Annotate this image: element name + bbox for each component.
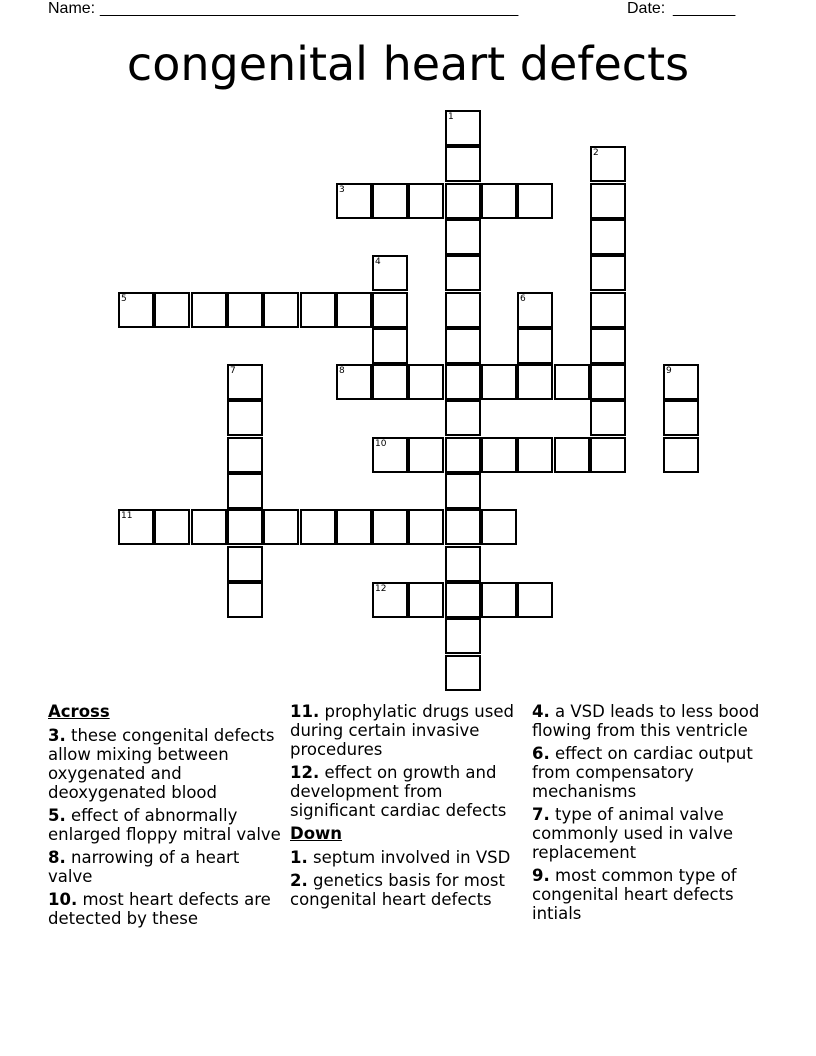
clue-number: 6. [532,744,550,763]
clues-column-2 [290,702,526,913]
grid-cell[interactable] [445,655,481,691]
grid-cell[interactable] [408,364,444,400]
clue-across-8 [48,848,284,886]
date-label: Date: [627,0,666,17]
grid-cell[interactable] [590,183,626,219]
grid-cell[interactable] [372,292,408,328]
clue-number: 3. [48,726,66,745]
grid-cell[interactable] [118,292,154,328]
grid-cell[interactable] [300,509,336,545]
grid-cell[interactable] [517,328,553,364]
clue-down-9 [532,866,768,923]
clue-down-2 [290,871,526,909]
clue-text: effect on growth and development from significant cardiac defects [290,763,507,820]
grid-cell[interactable] [590,219,626,255]
grid-cell[interactable] [554,364,590,400]
across-heading: Across [48,702,110,721]
grid-cell[interactable] [663,400,699,436]
grid-cell[interactable] [445,292,481,328]
clue-text: most common type of congenital heart defects intials [532,866,737,923]
grid-cell[interactable] [154,292,190,328]
grid-cell[interactable] [445,110,481,146]
clue-number: 7. [532,805,550,824]
grid-cell[interactable] [227,546,263,582]
clue-number: 4. [532,702,550,721]
grid-cell[interactable] [336,183,372,219]
cell-number: 3 [339,185,345,195]
cell-number: 12 [375,584,387,594]
grid-cell[interactable] [445,255,481,291]
clue-number: 11. [290,702,320,721]
grid-cell[interactable] [445,582,481,618]
grid-cell[interactable] [227,437,263,473]
grid-cell[interactable] [372,437,408,473]
grid-cell[interactable] [154,509,190,545]
clue-down-1 [290,848,526,867]
clue-text: septum involved in VSD [313,848,511,867]
clue-text: narrowing of a heart valve [48,848,240,886]
cell-number: 5 [121,294,127,304]
grid-cell[interactable] [554,437,590,473]
clue-text: a VSD leads to less bood flowing from this ventricle [532,702,760,740]
clue-number: 10. [48,890,78,909]
grid-cell[interactable] [445,364,481,400]
grid-cell[interactable] [227,582,263,618]
clue-text: genetics basis for most congenital heart defects [290,871,505,909]
clue-across-10 [48,890,284,928]
cell-number: 11 [121,511,133,521]
grid-cell[interactable] [445,473,481,509]
grid-cell[interactable] [118,509,154,545]
clue-text: these congenital defects allow mixing between oxygenated and deoxygenated blood [48,726,275,802]
clues-column-1 [48,702,284,932]
grid-cell[interactable] [191,509,227,545]
clue-text: prophylatic drugs used during certain invasive procedures [290,702,514,759]
grid-cell[interactable] [445,509,481,545]
clue-number: 12. [290,763,320,782]
grid-cell[interactable] [227,473,263,509]
grid-cell[interactable] [445,546,481,582]
grid-cell[interactable] [300,292,336,328]
grid-cell[interactable] [517,582,553,618]
grid-cell[interactable] [590,292,626,328]
grid-cell[interactable] [372,364,408,400]
clue-text: type of animal valve commonly used in valve replacement [532,805,734,862]
clue-text: effect on cardiac output from compensatory mechanisms [532,744,753,801]
grid-cell[interactable] [590,328,626,364]
grid-cell[interactable] [481,364,517,400]
grid-cell[interactable] [590,437,626,473]
clue-down-4 [532,702,768,740]
grid-cell[interactable] [227,364,263,400]
grid-cell[interactable] [372,183,408,219]
cell-number: 4 [375,257,381,267]
grid-cell[interactable] [517,437,553,473]
grid-cell[interactable] [590,364,626,400]
grid-cell[interactable] [481,183,517,219]
cell-number: 10 [375,439,387,449]
clue-text: most heart defects are detected by these [48,890,271,928]
name-label: Name: [48,0,96,17]
grid-cell[interactable] [227,509,263,545]
grid-cell[interactable] [336,364,372,400]
grid-cell[interactable] [445,437,481,473]
grid-cell[interactable] [481,509,517,545]
grid-cell[interactable] [445,400,481,436]
grid-cell[interactable] [445,618,481,654]
name-line[interactable]: _______________________________________________ [100,0,519,17]
grid-cell[interactable] [590,400,626,436]
clue-number: 9. [532,866,550,885]
grid-cell[interactable] [263,292,299,328]
grid-cell[interactable] [227,292,263,328]
grid-cell[interactable] [372,509,408,545]
grid-cell[interactable] [336,509,372,545]
grid-cell[interactable] [336,292,372,328]
grid-cell[interactable] [517,364,553,400]
clue-across-11 [290,702,526,759]
grid-cell[interactable] [517,183,553,219]
grid-cell[interactable] [663,364,699,400]
cell-number: 7 [230,366,236,376]
clue-across-3 [48,726,284,802]
cell-number: 9 [666,366,672,376]
clue-number: 2. [290,871,308,890]
clue-number: 5. [48,806,66,825]
cell-number: 2 [593,148,599,158]
clue-number: 8. [48,848,66,867]
grid-cell[interactable] [408,582,444,618]
grid-cell[interactable] [481,437,517,473]
grid-cell[interactable] [445,219,481,255]
cell-number: 6 [520,294,526,304]
down-heading: Down [290,824,343,843]
grid-cell[interactable] [191,292,227,328]
grid-cell[interactable] [445,328,481,364]
grid-cell[interactable] [517,292,553,328]
grid-cell[interactable] [372,255,408,291]
grid-cell[interactable] [445,146,481,182]
clue-number: 1. [290,848,308,867]
cell-number: 8 [339,366,345,376]
clue-down-6 [532,744,768,801]
grid-cell[interactable] [227,400,263,436]
grid-cell[interactable] [408,509,444,545]
clues-column-3 [532,702,768,927]
grid-cell[interactable] [445,183,481,219]
grid-cell[interactable] [590,255,626,291]
grid-cell[interactable] [481,582,517,618]
grid-cell[interactable] [263,509,299,545]
clue-text: effect of abnormally enlarged floppy mitral valve [48,806,281,844]
grid-cell[interactable] [408,437,444,473]
grid-cell[interactable] [408,183,444,219]
clue-across-12 [290,763,526,820]
grid-cell[interactable] [663,437,699,473]
date-line[interactable]: _______ [673,0,736,17]
grid-cell[interactable] [372,582,408,618]
clue-down-7 [532,805,768,862]
clue-across-5 [48,806,284,844]
grid-cell[interactable] [590,146,626,182]
grid-cell[interactable] [372,328,408,364]
page-title: congenital heart defects [126,37,690,91]
cell-number: 1 [448,112,454,122]
